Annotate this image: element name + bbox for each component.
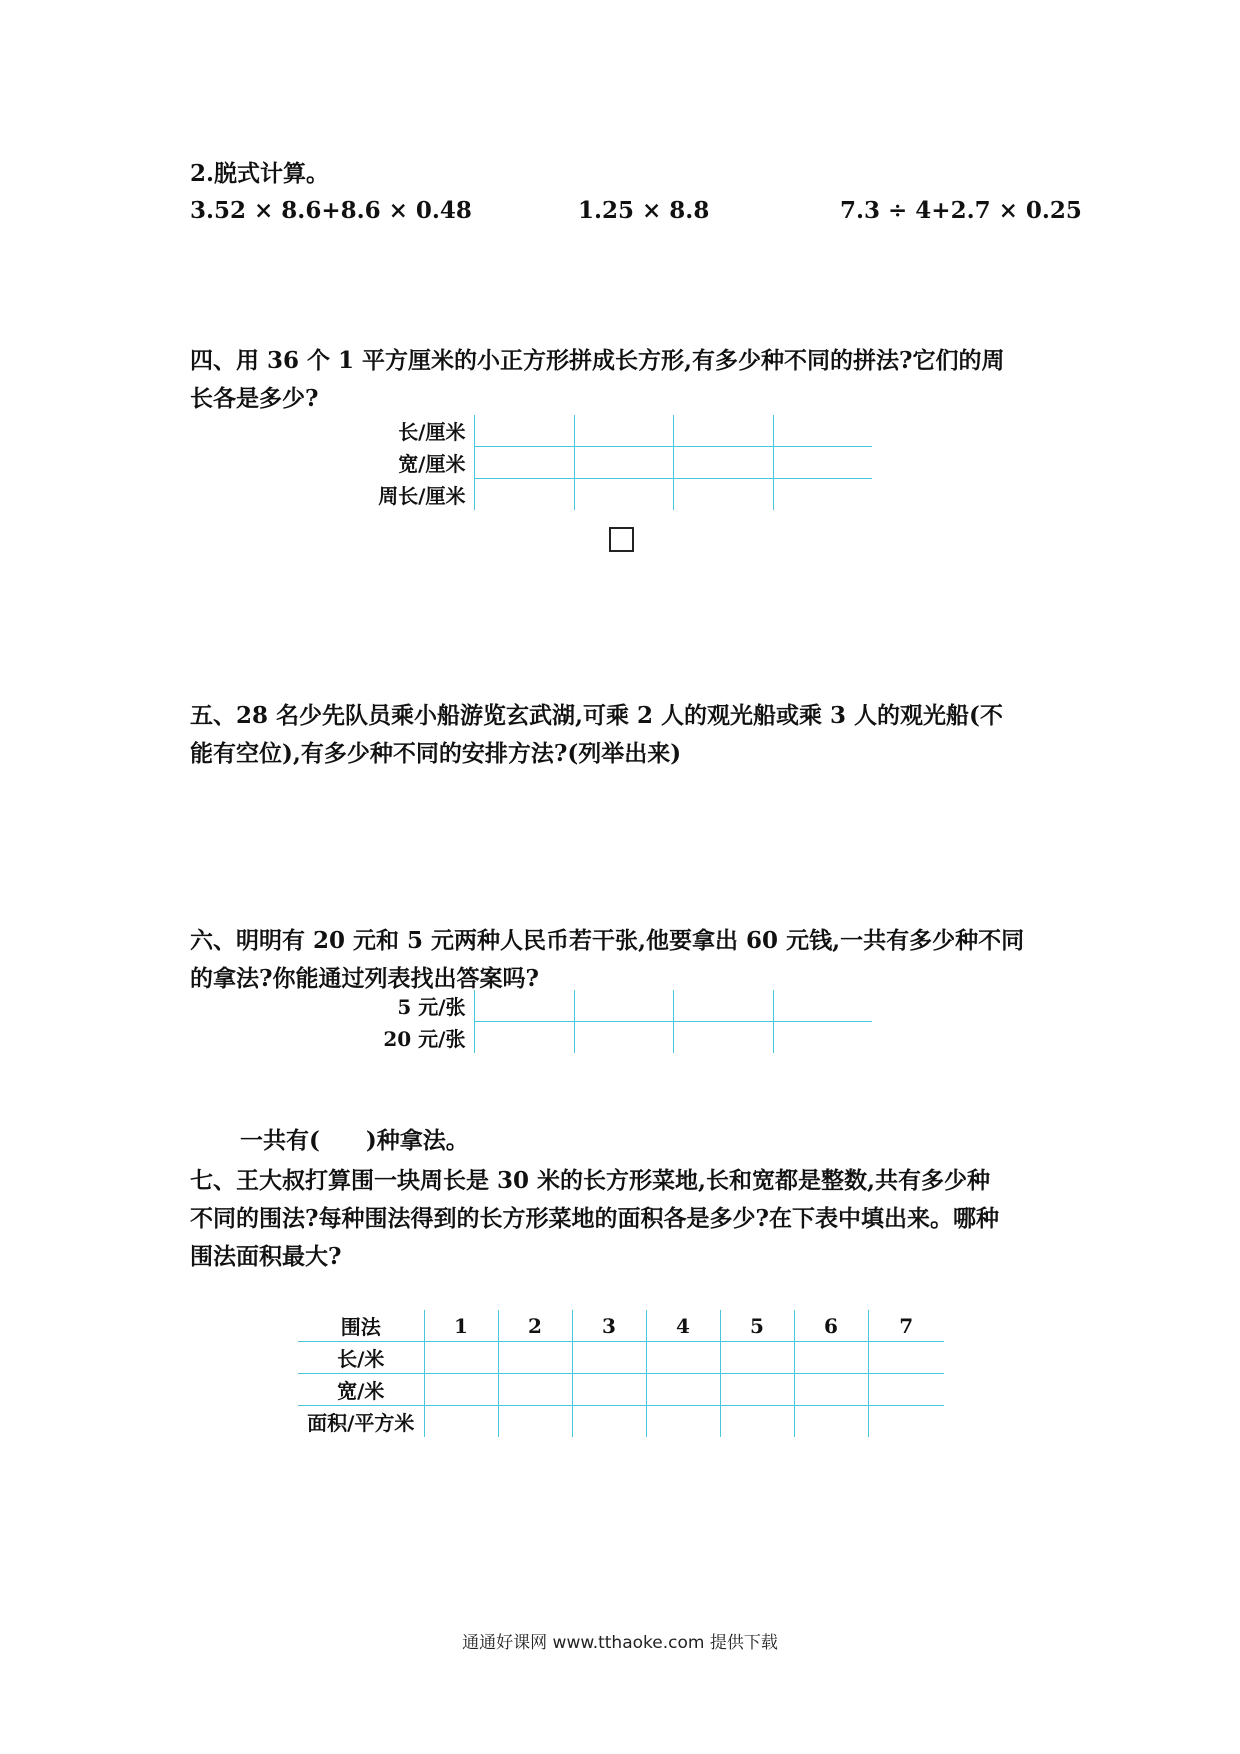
q7-question-line-3: 围法面积最大? <box>190 1243 342 1270</box>
column-header: 3 <box>572 1310 646 1342</box>
q4-question-line-1: 四、用 36 个 1 平方厘米的小正方形拼成长方形,有多少种不同的拼法?它们的周 <box>190 347 1005 374</box>
blank-cell[interactable] <box>673 990 773 1022</box>
table-row <box>372 447 872 479</box>
q6-question-line-1: 六、明明有 20 元和 5 元两种人民币若干张,他要拿出 60 元钱,一共有多少种不同 <box>190 927 1025 954</box>
row-label: 20 元/张 <box>383 1026 466 1051</box>
blank-cell[interactable] <box>474 990 574 1022</box>
row-label: 5 元/张 <box>397 995 466 1020</box>
table-header-row <box>298 1310 944 1342</box>
blank-cell[interactable] <box>574 479 673 511</box>
blank-cell[interactable] <box>673 415 773 447</box>
q7-question-line-2: 不同的围法?每种围法得到的长方形菜地的面积各是多少?在下表中填出来。哪种 <box>190 1205 999 1232</box>
blank-cell[interactable] <box>474 447 574 479</box>
calc-heading: 2.脱式计算。 <box>190 160 330 187</box>
table-row <box>298 1342 944 1374</box>
blank-cell[interactable] <box>720 1374 794 1406</box>
column-header: 5 <box>720 1310 794 1342</box>
blank-cell[interactable] <box>424 1406 498 1438</box>
blank-cell[interactable] <box>773 990 872 1022</box>
table-row <box>372 415 872 447</box>
blank-cell[interactable] <box>773 479 872 511</box>
blank-cell[interactable] <box>498 1374 572 1406</box>
blank-cell[interactable] <box>424 1374 498 1406</box>
q4-question-line-2: 长各是多少? <box>190 385 319 412</box>
q7-table <box>298 1310 944 1437</box>
q7-question-line-1: 七、王大叔打算围一块周长是 30 米的长方形菜地,长和宽都是整数,共有多少种 <box>190 1167 991 1194</box>
calc-expression-3: 7.3 ÷ 4+2.7 × 0.25 <box>840 197 1082 224</box>
blank-cell[interactable] <box>720 1342 794 1374</box>
blank-cell[interactable] <box>673 479 773 511</box>
q5-question-line-2: 能有空位),有多少种不同的安排方法?(列举出来) <box>190 740 682 767</box>
calc-expression-1: 3.52 × 8.6+8.6 × 0.48 <box>190 197 472 224</box>
blank-cell[interactable] <box>474 415 574 447</box>
blank-cell[interactable] <box>673 1022 773 1054</box>
blank-cell[interactable] <box>773 1022 872 1054</box>
blank-cell[interactable] <box>574 415 673 447</box>
q6-answer-line: 一共有( )种拿法。 <box>240 1127 469 1154</box>
q4-table <box>372 415 872 510</box>
q6-table <box>372 990 872 1053</box>
table-row <box>372 990 872 1022</box>
blank-cell[interactable] <box>868 1374 944 1406</box>
blank-cell[interactable] <box>794 1406 868 1438</box>
blank-cell[interactable] <box>646 1406 720 1438</box>
footer-source: 通通好课网 www.tthaoke.com 提供下载 <box>462 1633 778 1653</box>
column-header: 7 <box>868 1310 944 1342</box>
blank-cell[interactable] <box>868 1406 944 1438</box>
blank-cell[interactable] <box>646 1342 720 1374</box>
row-label: 周长/厘米 <box>378 483 466 508</box>
row-label: 长/米 <box>298 1342 424 1374</box>
blank-cell[interactable] <box>572 1374 646 1406</box>
blank-cell[interactable] <box>720 1406 794 1438</box>
q5-question-line-1: 五、28 名少先队员乘小船游览玄武湖,可乘 2 人的观光船或乘 3 人的观光船(不 <box>190 702 1003 729</box>
blank-cell[interactable] <box>498 1342 572 1374</box>
row-label: 宽/厘米 <box>398 452 466 476</box>
row-label: 长/厘米 <box>398 420 466 445</box>
blank-cell[interactable] <box>474 1022 574 1054</box>
blank-cell[interactable] <box>794 1342 868 1374</box>
square-box-icon <box>609 527 634 552</box>
column-header: 1 <box>424 1310 498 1342</box>
blank-cell[interactable] <box>424 1342 498 1374</box>
column-header: 4 <box>646 1310 720 1342</box>
blank-cell[interactable] <box>646 1374 720 1406</box>
blank-cell[interactable] <box>574 447 673 479</box>
table-row <box>298 1406 944 1438</box>
table-row <box>372 479 872 511</box>
blank-cell[interactable] <box>498 1406 572 1438</box>
blank-cell[interactable] <box>574 1022 673 1054</box>
blank-cell[interactable] <box>574 990 673 1022</box>
row-label: 面积/平方米 <box>298 1406 424 1438</box>
row-label: 宽/米 <box>298 1374 424 1406</box>
column-header: 6 <box>794 1310 868 1342</box>
blank-cell[interactable] <box>474 479 574 511</box>
table-row <box>372 1022 872 1054</box>
blank-cell[interactable] <box>572 1406 646 1438</box>
q6-question-line-2: 的拿法?你能通过列表找出答案吗? <box>190 965 539 992</box>
calc-expression-2: 1.25 × 8.8 <box>578 197 710 224</box>
table-row <box>298 1374 944 1406</box>
blank-cell[interactable] <box>773 447 872 479</box>
blank-cell[interactable] <box>673 447 773 479</box>
blank-cell[interactable] <box>572 1342 646 1374</box>
blank-cell[interactable] <box>773 415 872 447</box>
blank-cell[interactable] <box>794 1374 868 1406</box>
column-header: 2 <box>498 1310 572 1342</box>
header-label: 围法 <box>340 1315 381 1339</box>
blank-cell[interactable] <box>868 1342 944 1374</box>
